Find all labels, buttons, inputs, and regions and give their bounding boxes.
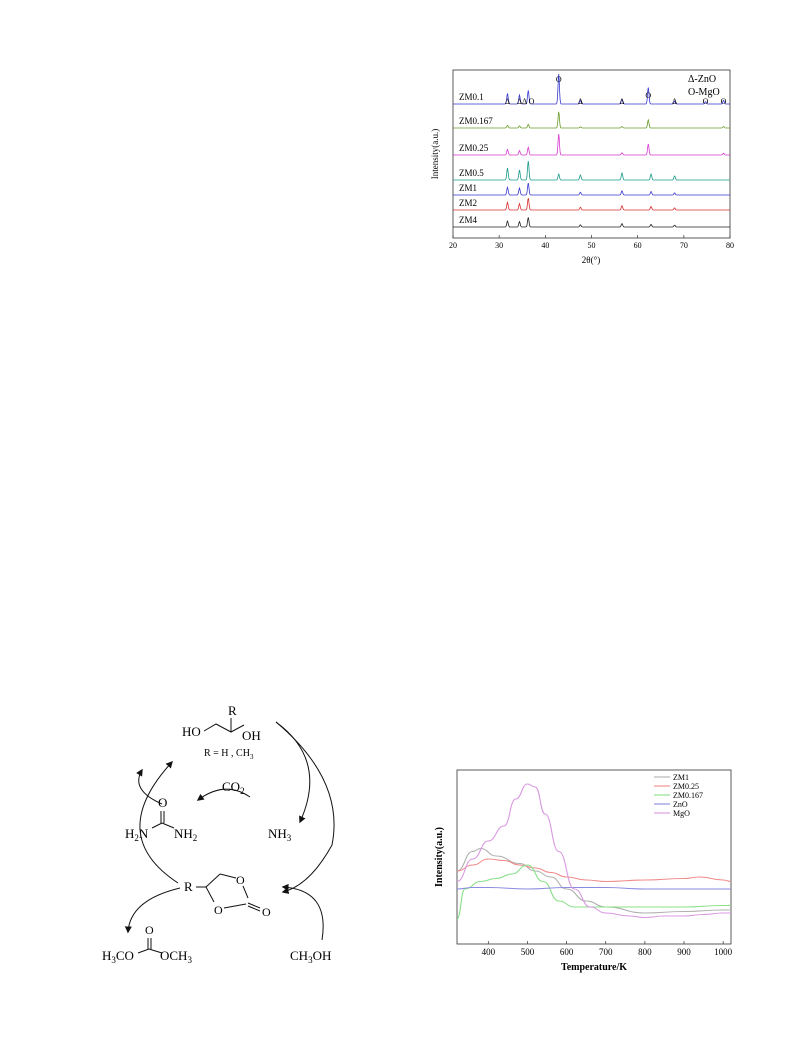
xrd-trace-zm2 — [453, 198, 730, 210]
diol-molecule — [182, 703, 261, 761]
xrd-phase-marker: Δ — [619, 97, 625, 106]
svg-text:O: O — [214, 903, 223, 917]
cyclic-carbonate-molecule — [184, 873, 271, 919]
tpd-x-tick-label: 1000 — [714, 947, 733, 957]
svg-text:R: R — [184, 879, 193, 894]
tpd-x-tick-label: 700 — [598, 947, 613, 957]
xrd-series-label: ZM0.167 — [459, 116, 493, 126]
tpd-x-tick-label: 500 — [520, 947, 535, 957]
svg-text:NH2: $NH_2$ — [174, 826, 198, 843]
xrd-x-tick-label: 60 — [633, 241, 642, 250]
svg-text:R: R — [228, 703, 237, 718]
svg-text:O: O — [158, 795, 168, 810]
svg-text:OH: OH — [242, 728, 261, 743]
xrd-phase-marker: Δ — [521, 97, 528, 106]
tpd-legend-label: ZM1 — [673, 773, 689, 782]
xrd-phase-marker: Δ — [504, 97, 511, 106]
tpd-profile-chart — [420, 762, 750, 977]
tpd-legend-label: MgO — [673, 809, 690, 818]
dmc-out-arrow — [128, 888, 180, 932]
xrd-x-tick-label: 50 — [587, 241, 596, 250]
svg-text:HO: HO — [182, 724, 201, 739]
xrd-trace-zm1 — [453, 183, 730, 195]
xrd-trace-zm4 — [453, 217, 730, 227]
tpd-x-tick-label: 400 — [481, 947, 496, 957]
tpd-x-axis-label: Temperature/K — [560, 962, 628, 973]
co2-label: $CO_2$ — [222, 779, 245, 796]
xrd-x-tick-label: 40 — [541, 241, 550, 250]
xrd-series-label: ZM1 — [459, 183, 477, 193]
xrd-series-label: ZM2 — [459, 198, 477, 208]
tpd-trace-mgo — [457, 784, 731, 918]
tpd-x-tick-label: 800 — [638, 947, 652, 957]
xrd-series-label: ZM0.25 — [459, 143, 489, 153]
xrd-x-tick-label: 20 — [449, 241, 457, 250]
svg-text:H2N: $H_2N$ — [125, 826, 149, 843]
cycle-arrow-right — [276, 722, 334, 892]
xrd-phase-marker: Δ — [577, 97, 583, 106]
xrd-x-tick-label: 30 — [495, 241, 504, 250]
tpd-legend-label: ZM0.25 — [673, 782, 699, 791]
urea-molecule — [125, 795, 197, 843]
svg-text:O: O — [145, 923, 154, 937]
tpd-x-tick-label: 900 — [677, 947, 691, 957]
svg-text:O: O — [236, 873, 245, 887]
xrd-phase-marker: O — [645, 91, 652, 100]
xrd-series-label: ZM4 — [459, 215, 477, 225]
xrd-series-label: ZM0.1 — [459, 92, 484, 102]
xrd-x-axis-label: 2θ(°) — [581, 255, 601, 265]
xrd-x-tick-label: 80 — [726, 241, 734, 250]
tpd-x-tick-label: 600 — [559, 947, 574, 957]
xrd-x-tick-label: 70 — [679, 241, 688, 250]
svg-text:R = H , CH3: R = H , $CH_3$ — [204, 748, 254, 761]
xrd-pattern-chart — [420, 62, 750, 272]
methanol-in-arrow — [283, 887, 323, 940]
reaction-scheme-diagram — [100, 700, 360, 965]
svg-text:H3CO: $H_3CO$ — [102, 948, 134, 965]
cycle-arrow-left — [140, 762, 178, 883]
xrd-phase-marker: Δ — [672, 97, 678, 106]
xrd-series-label: ZM0.5 — [459, 168, 484, 178]
xrd-legend-zno: Δ-ZnO — [688, 74, 717, 85]
methanol-label: $CH_3OH$ — [290, 948, 332, 965]
nh3-label: $NH_3$ — [268, 826, 292, 843]
tpd-legend-label: ZnO — [673, 800, 688, 809]
xrd-phase-marker: O — [702, 97, 709, 106]
svg-text:O: O — [262, 905, 271, 919]
tpd-y-axis-label: Intensity(a.u.) — [434, 826, 445, 888]
xrd-trace-zm0-167 — [453, 112, 730, 128]
dmc-molecule — [102, 923, 192, 965]
xrd-y-axis-label: Intensity(a.u.) — [430, 128, 440, 180]
xrd-phase-marker: O — [720, 97, 727, 106]
xrd-phase-marker: O — [528, 97, 535, 106]
tpd-trace-zno — [457, 888, 731, 890]
xrd-phase-marker: Δ — [516, 97, 523, 106]
svg-text:OCH3: $OCH_3$ — [160, 948, 192, 965]
xrd-phase-marker: O — [555, 75, 562, 84]
tpd-legend-label: ZM0.167 — [673, 791, 703, 800]
xrd-trace-zm0-25 — [453, 134, 730, 155]
xrd-legend-mgo: O-MgO — [688, 87, 720, 98]
xrd-trace-zm0-5 — [453, 161, 730, 180]
